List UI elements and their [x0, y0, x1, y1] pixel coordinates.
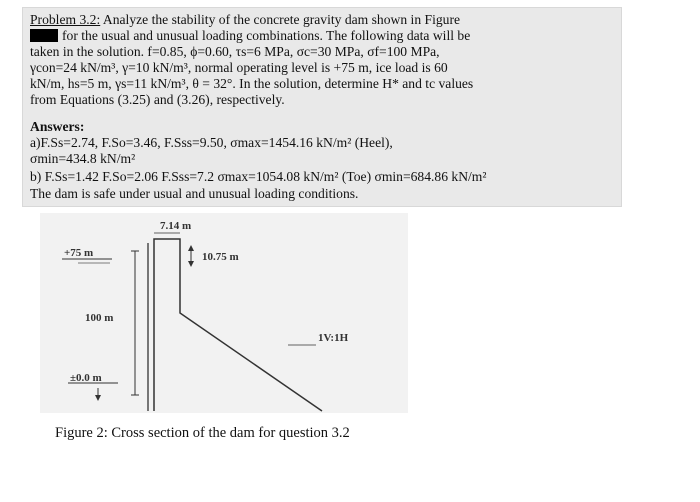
answer-b-line: b) F.Ss=1.42 F.So=2.06 F.Sss=7.2 σmax=1054.08 kN/m² (Toe) σmin=684.86 kN/m² [30, 169, 487, 184]
figure-caption: Figure 2: Cross section of the dam for question 3.2 [55, 425, 350, 441]
problem-line-1 [30, 13, 460, 27]
dam-cross-section-diagram [40, 213, 408, 413]
problem-panel [22, 7, 622, 207]
problem-line-4: γcon=24 kN/m³, γ=10 kN/m³, normal operating level is +75 m, ice load is 60 [30, 60, 448, 75]
dam-figure [40, 213, 408, 413]
height-label: 100 m [85, 312, 114, 324]
base-arrow-head [95, 395, 101, 401]
answer-conclusion: The dam is safe under usual and unusual loading conditions. [30, 186, 359, 201]
water-level-label: +75 m [64, 247, 94, 259]
answer-a-line-1: a)F.Ss=2.74, F.So=3.46, F.Sss=9.50, σmax=1454.16 kN/m² (Heel), [30, 135, 393, 150]
problem-title: Problem 3.2: [30, 12, 101, 27]
problem-line-6: from Equations (3.25) and (3.26), respectively. [30, 92, 285, 107]
problem-line-3: taken in the solution. f=0.85, ϕ=0.60, τs=6 MPa, σc=30 MPa, σf=100 MPa, [30, 44, 440, 59]
answer-a-line-2: σmin=434.8 kN/m² [30, 151, 136, 166]
slope-label: 1V:1H [318, 332, 349, 344]
crest-width-label: 7.14 m [160, 220, 192, 232]
problem-line-5: kN/m, hs=5 m, γs=11 kN/m³, θ = 32°. In the solution, determine H* and tc values [30, 76, 474, 91]
base-level-label: ±0.0 m [70, 372, 102, 384]
problem-line-2 [30, 29, 470, 43]
problem-text-2: for the usual and unusual loading combinations. The following data will be [62, 28, 471, 43]
freeboard-arrow-top [188, 245, 194, 251]
redaction-block [30, 29, 58, 42]
dam-body-outline [154, 239, 322, 411]
problem-text-1: Analyze the stability of the concrete gravity dam shown in Figure [102, 12, 461, 27]
freeboard-label: 10.75 m [202, 251, 239, 263]
answers-heading: Answers: [30, 119, 85, 134]
freeboard-arrow-bottom [188, 261, 194, 267]
